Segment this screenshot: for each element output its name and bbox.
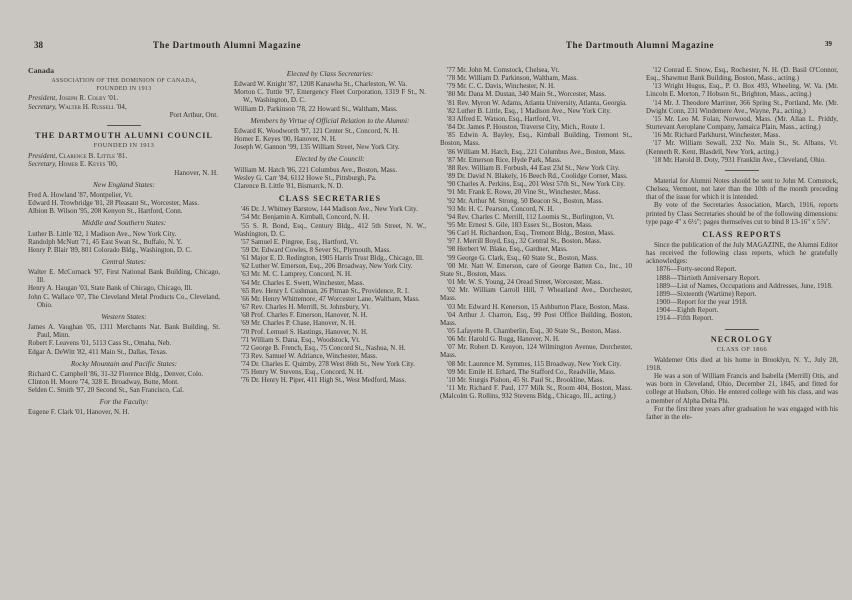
class-secretary-entry: '59 Dr. Edward Cowles, 8 Sever St., Plymouth, Mass. (241, 245, 391, 254)
class-secretary-entry: '91 Mr. Frank E. Rowe, 20 Vine St., Winchester, Mass. (447, 188, 601, 197)
paragraph: He was a son of William Francis and Isabella (Merrill) Otis, and was born in Cleveland, Ohio, December 21, 1845, and fitted for college at Hudson, Ohio. He entered college with his class, and was a member of Alpha Delta Phi. (646, 372, 838, 405)
directory-entry: Joseph W. Gannon '99, 135 William Street, New York City. (234, 143, 400, 152)
class-secretary-entry: '69 Mr. Charles P. Chase, Hanover, N. H. (241, 319, 356, 328)
paragraph: Material for Alumni Notes should be sent to John M. Comstock, Chelsea, Vermont, not later than the 10th of the month preceding that of the issue for which it is intended. (646, 176, 838, 202)
class-secretary-entry: '65 Rev. Henry I. Cushman, 26 Pitman St., Providence, R. I. (241, 286, 410, 295)
class-secretary-entry: '86 William M. Hatch, Esq., 221 Columbus Ave., Boston, Mass. (447, 147, 626, 156)
class-secretary-entry: '12 Conrad E. Snow, Esq., Rochester, N. H. (D. Basil O'Connor, Esq., Shawmut Bank Building, Boston, Mass., acting.) (646, 66, 838, 83)
class-secretary-entry: '92 Mr. Arthur M. Strong, 50 Beacon St., Boston, Mass. (447, 196, 604, 205)
group-heading: Members by Virtue of Official Relation to the Alumni: (250, 115, 410, 125)
section-divider (725, 170, 759, 171)
directory-entry: Albion B. Wilson '95, 208 Kenyon St., Hartford, Conn. (28, 207, 183, 216)
class-secretary-entry: '46 Dr. J. Whitney Barstow, 144 Madison Ave., New York City. (241, 205, 418, 214)
directory-entry: Morton C. Tuttle '97, Emergency Fleet Corporation, 1319 F St., N. W., Washington, D. C. (234, 88, 426, 105)
class-secretary-entry: '09 Mr. Emile H. Erhard, The Stafford Co., Readville, Mass. (447, 367, 616, 376)
class-secretary-entry: '03 Mr. Edward H. Kenerson, 15 Ashburton Place, Boston, Mass. (447, 302, 630, 311)
class-secretary-entry: '75 Henry W. Stevens, Esq., Concord, N. H. (241, 368, 364, 377)
directory-entry: William M. Hatch '86, 221 Columbus Ave., Boston, Mass. (234, 165, 398, 174)
page-gutter (426, 0, 440, 600)
class-secretary-entry: '05 Lafayette R. Chamberlin, Esq., 30 State St., Boston, Mass. (447, 327, 622, 335)
major-heading: CLASS REPORTS (702, 229, 782, 239)
directory-entry: Homer E. Keyes '00, Hanover, N. H. (234, 135, 337, 144)
officer-title: Secretary, (28, 102, 57, 111)
directory-entry: Edward K. Woodworth '97, 121 Center St., Concord, N. H. (234, 126, 400, 135)
class-secretary-entry: '61 Major E. D. Redington, 1905 Harris Trust Bldg., Chicago, Ill. (241, 254, 424, 263)
class-secretary-entry: '57 Samuel E. Pingree, Esq., Hartford, Vt. (241, 237, 359, 246)
class-secretary-entry: '55 S. R. Bond, Esq., Century Bldg., 412 5th Street, N. W., Washington, D. C. (234, 221, 426, 238)
class-secretary-entry: '67 Rev. Charles H. Merrill, St. Johnsbury, Vt. (241, 303, 371, 312)
group-heading: Middle and Southern States: (81, 218, 167, 228)
class-secretary-entry: '76 Dr. Henry H. Piper, 411 High St., West Medford, Mass. (241, 376, 407, 385)
class-secretary-entry: '63 Mr. M. C. Lamprey, Concord, N. H. (241, 270, 352, 279)
class-secretary-entry: '73 Rev. Samuel W. Adriance, Winchester, Mass. (241, 352, 378, 360)
column-1 (28, 66, 220, 598)
group-heading: Elected by Class Secretaries: (286, 69, 374, 78)
directory-entry: Edgar A. DeWitt '82, 411 Main St., Dallas, Texas. (28, 347, 168, 356)
column-3 (440, 66, 632, 598)
paragraph: By vote of the Secretaries Association, March, 1916, reports printed by Class Secretaries should be of the following dimensions: type page 4" x 6½"; pages themselves cut to bind 8 13-16" x 5⅞". (646, 201, 838, 226)
class-secretary-entry: '02 Mr. William Carroll Hill, 7 Wheatland Ave., Dorchester, Mass. (440, 286, 632, 303)
class-secretary-entry: '62 Luther W. Emerson, Esq., 206 Broadway, New York City. (241, 262, 413, 271)
directory-entry: Clinton H. Moore '74, 328 E. Broadway, Butte, Mont. (28, 378, 179, 386)
class-secretary-entry: '16 Mr. Richard Parkhurst, Winchester, Mass. (653, 131, 781, 140)
country-heading: Canada (28, 66, 54, 75)
page-39 (440, 0, 840, 600)
group-heading: Central States: (101, 256, 147, 266)
group-heading: New England States: (93, 179, 155, 189)
class-secretary-entry: '08 Mr. Laurence M. Symmes, 115 Broadway, New York City. (447, 359, 622, 368)
paragraph: Since the publication of the July MAGAZINE, the Alumni Editor has received the following class reports, which he gratefully acknowledges: (646, 240, 838, 266)
class-secretary-entry: '95 Mr. Ernest S. Gile, 183 Essex St., Boston, Mass. (447, 220, 593, 229)
officer-line (28, 94, 220, 102)
report-line: 1876—Forty-second Report. (656, 265, 737, 274)
class-secretary-entry: '10 Mr. Sturgis Pishon, 45 St. Paul St., Brookline, Mass. (447, 375, 605, 384)
directory-entry: Randolph McNutt '71, 45 East Swan St., Buffalo, N. Y. (28, 237, 183, 246)
officer-title: Secretary, (28, 160, 57, 169)
class-secretary-entry: '64 Mr. Charles E. Swett, Winchester, Mass. (241, 278, 365, 287)
class-secretary-entry: '81 Rev. Myron W. Adams, Atlanta University, Atlanta, Georgia. (447, 98, 627, 107)
running-title: The Dartmouth Alumni Magazine (152, 40, 302, 50)
class-secretary-entry: '11 Mr. Richard F. Paul, 177 Milk St., Room 404, Boston, Mass. (Malcolm G. Rollins, 932 Stevens Bldg., Chicago, Ill., acting.) (440, 384, 632, 401)
class-secretary-entry: '78 Mr. William D. Parkinson, Waltham, Mass. (447, 74, 579, 83)
column-2 (234, 66, 426, 598)
directory-entry: Edward H. Trowbridge '81, 28 Pleasant St., Worcester, Mass. (28, 199, 199, 208)
class-secretary-entry: '17 Mr. William Sewall, 232 No. Main St., St. Albans, Vt. (Kenneth R. Kent, Blasdell, New York, acting.) (646, 139, 838, 156)
section-divider (107, 125, 141, 126)
class-secretary-entry: '71 William S. Dana, Esq., Woodstock, Vt. (241, 335, 361, 344)
officer-line (28, 152, 220, 160)
section-divider (725, 329, 759, 330)
class-secretary-entry: '77 Mr. John M. Comstock, Chelsea, Vt. (447, 66, 560, 74)
page-38 (28, 0, 426, 600)
class-secretary-entry: '99 George G. Clark, Esq., 60 State St., Boston, Mass. (447, 253, 599, 262)
directory-entry: John C. Wallace '07, The Cleveland Metal Products Co., Cleveland, Ohio. (28, 292, 220, 309)
directory-entry: William D. Parkinson '78, 22 Howard St., Waltham, Mass. (234, 104, 398, 113)
paragraph: For the first three years after graduation he was engaged with his father in the ele- (646, 404, 838, 421)
running-title: The Dartmouth Alumni Magazine (565, 40, 715, 50)
page-39-header (440, 40, 840, 53)
class-secretary-entry: '88 Rev. William B. Forbush, 44 East 23d St., New York City. (447, 163, 620, 172)
class-secretary-entry: '15 Mr. Leo M. Folan, Norwood, Mass. (Mr. Allan L. Priddy, Sturtevant Aeroplane Company, Jamaica Plain, Mass., acting.) (646, 114, 838, 132)
officer-title: President, (28, 152, 58, 161)
directory-entry: Clarence B. Little '81, Bismarck, N. D. (234, 181, 344, 190)
address-line: Port Arthur, Ont. (169, 110, 218, 119)
officer-name: Joseph R. Colby '01. (58, 94, 119, 103)
report-line: 1889—List of Names, Occupations and Addresses, June, 1918. (656, 281, 833, 290)
class-secretary-entry: '72 George B. French, Esq., 75 Concord St., Nashua, N. H. (241, 343, 406, 352)
page-39-body (440, 66, 840, 598)
class-secretary-entry: '00 Mr. Natt W. Emerson, care of George Batten Co., Inc., 10 State St., Boston, Mass. (440, 261, 632, 278)
sub-heading: FOUNDED IN 1913 (93, 142, 155, 150)
class-secretary-entry: '66 Mr. Henry Whittemore, 47 Worcester Lane, Waltham, Mass. (241, 294, 420, 303)
class-secretary-entry: '80 Mr. Dana M. Dustan, 340 Main St., Worcester, Mass. (447, 90, 606, 99)
directory-entry: Henry P. Blair '89, 801 Colorado Bldg., Washington, D. C. (28, 245, 192, 254)
major-heading: NECROLOGY (710, 334, 774, 344)
group-heading: Elected by the Council: (295, 154, 365, 164)
major-heading: THE DARTMOUTH ALUMNI COUNCIL (35, 130, 213, 140)
class-secretary-entry: '14 Mr. J. Theodore Marriner, 366 Spring St., Portland, Me. (Mr. Dwight Conn, 231 Windemere Ave., Wayne, Pa., acting.) (646, 98, 838, 115)
class-secretary-entry: '54 Mr. Benjamin A. Kimball, Concord, N. H. (241, 213, 370, 222)
class-secretary-entry: '94 Rev. Charles C. Merrill, 112 Loomis St., Burlington, Vt. (447, 212, 615, 221)
class-secretary-entry: '83 Alfred E. Watson, Esq., Hartford, Vt. (447, 114, 561, 123)
class-secretary-entry: '74 Dr. Charles E. Quimby, 278 West 86th St., New York City. (241, 360, 415, 369)
report-line: 1888—Thirtieth Anniversary Report. (656, 273, 761, 282)
directory-entry: Luther B. Little '82, 1 Madison Ave., New York City. (28, 229, 177, 238)
group-heading: For the Faculty: (99, 397, 149, 407)
class-secretary-entry: '18 Mr. Harold B. Doty, 7931 Franklin Ave., Cleveland, Ohio. (653, 155, 826, 164)
officer-title: President, (28, 94, 58, 103)
directory-entry: James A. Vaughan '05, 1311 Merchants Nat. Bank Building, St. Paul, Minn. (28, 323, 220, 340)
class-secretary-entry: '89 Dr. David N. Blakely, 16 Beech Rd., Coolidge Corner, Mass. (447, 172, 628, 181)
officer-name: Homer E. Keyes '00, (58, 160, 118, 169)
class-secretary-entry: '06 Mr. Harold G. Rugg, Hanover, N. H. (447, 335, 560, 344)
group-heading: Rocky Mountain and Pacific States: (70, 358, 178, 368)
page-38-body (28, 66, 426, 598)
report-line: 1900—Report for the year 1918. (656, 298, 748, 307)
report-line: 1899—Sixteenth (Wartime) Report. (656, 289, 757, 298)
directory-entry: Selden C. Smith '97, 20 Second St., San Francisco, Cal. (28, 386, 184, 395)
sub-heading: CLASS OF 1866 (716, 345, 768, 353)
class-secretary-entry: '85 Edwin A. Bayley, Esq., Kimball Building, Tremont St., Boston, Mass. (440, 131, 632, 148)
association-line: ASSOCIATION OF THE DOMINION OF CANADA, FOUNDED IN 1913 (51, 78, 197, 93)
major-heading: CLASS SECRETARIES (278, 194, 382, 204)
class-secretary-entry: '01 Mr. W. S. Young, 24 Oread Street, Worcester, Mass. (447, 278, 603, 287)
class-secretary-entry: '96 Carl H. Richardson, Esq., Tremont Bldg., Boston, Mass. (447, 229, 615, 238)
class-secretary-entry: '82 Luther B. Little, Esq., 1 Madison Ave., New York City. (447, 106, 612, 115)
officer-line (28, 160, 220, 168)
class-secretary-entry: '87 Mr. Emerson Rice, Hyde Park, Mass. (447, 155, 562, 164)
class-secretary-entry: '98 Herbert W. Blake, Esq., Gardner, Mass. (447, 245, 568, 254)
class-secretary-entry: '84 Dr. James P. Houston, Traverse City, Mich., Route 1. (447, 123, 605, 132)
class-secretary-entry: '04 Arthur J. Charron, Esq., 99 Post Office Building, Boston, Mass. (440, 310, 632, 327)
directory-entry: Wesley G. Carr '84, 6112 Howe St., Pittsburgh, Pa. (234, 173, 377, 182)
directory-entry: Richard C. Campbell '86, 31-32 Florence Bldg., Denver, Colo. (28, 369, 204, 378)
officer-name: Clarence B. Little '81. (58, 152, 128, 161)
directory-entry: Edward W. Knight '87, 1208 Kanawha St., Charleston, W. Va. (234, 80, 408, 89)
report-line: 1904—Eighth Report. (656, 306, 719, 315)
officer-line (28, 103, 220, 111)
report-line: 1914—Fifth Report. (656, 314, 714, 323)
class-secretary-entry: '79 Mr. C. C. Davis, Winchester, N. H. (447, 82, 555, 91)
directory-entry: Fred A. Howland '87, Montpelier, Vt. (28, 190, 133, 199)
directory-entry: Eugene F. Clark '01, Hanover, N. H. (28, 408, 130, 417)
directory-entry: Walter E. McCornack '97, First National Bank Building, Chicago, Ill. (28, 268, 220, 285)
paragraph: Waldemer Otis died at his home in Brooklyn, N. Y., July 28, 1918. (646, 355, 838, 372)
directory-entry: Henry A. Haugan '03, State Bank of Chicago, Chicago, Ill. (28, 284, 193, 293)
class-secretary-entry: '07 Mr. Robert D. Kenyon, 124 Wilmington Avenue, Dorchester, Mass. (440, 343, 632, 360)
class-secretary-entry: '70 Prof. Lemuel S. Hastings, Hanover, N. H. (241, 327, 368, 336)
class-secretary-entry: '13 Wright Hugus, Esq., P. O. Box 493, Wheeling, W. Va. (Mr. Lincoln E. Morton, 7 Hobson St., Brighton, Mass., acting.) (646, 82, 838, 99)
class-secretary-entry: '68 Prof. Charles F. Emerson, Hanover, N. H. (241, 311, 368, 320)
officer-name: Walter H. Russell '04, (58, 102, 127, 111)
group-heading: Western States: (101, 311, 147, 321)
page-number: 39 (824, 40, 832, 48)
class-secretary-entry: '90 Charles A. Perkins, Esq., 201 West 57th St., New York City. (447, 180, 626, 189)
directory-entry: Robert F. Leavens '01, 5113 Cass St., Omaha, Neb. (28, 339, 172, 348)
class-secretary-entry: '93 Mr. H. C. Pearson, Concord, N. H. (447, 204, 555, 213)
page-number: 38 (34, 40, 43, 50)
address-line: Hanover, N. H. (174, 168, 218, 177)
page-38-header (28, 40, 426, 53)
column-4 (646, 66, 838, 598)
class-secretary-entry: '97 J. Merrill Boyd, Esq., 32 Central St., Boston, Mass. (447, 237, 602, 246)
